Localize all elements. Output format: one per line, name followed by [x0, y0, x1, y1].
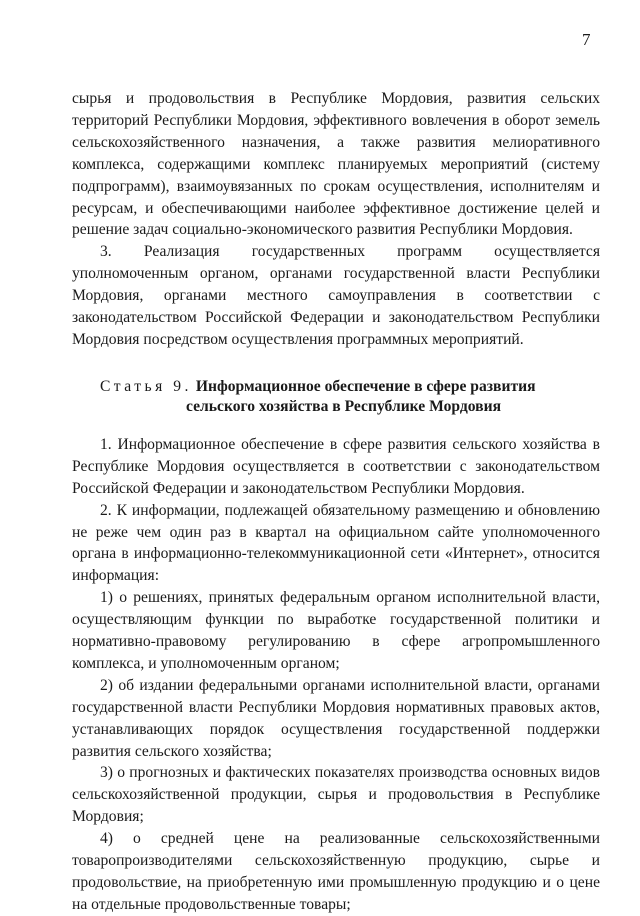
- paragraph-item-1: 1. Информационное обеспечение в сфере развития сельского хозяйства в Республике Мордовия осуществляется в соответствии с законодательством Российской Федерации и законодательством Республики Мордовия.: [72, 435, 600, 497]
- list-item-1: 1) о решениях, принятых федеральным органом исполнительной власти, осуществляющим функции по выработке государственной политики и нормативно-правовому регулированию в сфере агропромышленного комплекса, и уполномоченным органом;: [72, 589, 600, 672]
- page-number: 7: [582, 30, 591, 49]
- document-body: [72, 88, 600, 916]
- list-item-3: 3) о прогнозных и фактических показателях производства основных видов сельскохозяйственной продукции, сырья и продовольствия в Республике Мордовия;: [72, 764, 600, 826]
- article-title-line-1: Информационное обеспечение в сфере развития: [195, 377, 536, 395]
- article-heading-line-1: [72, 377, 600, 397]
- list-item-4: 4) о средней цене на реализованные сельскохозяйственными товаропроизводителями сельскохозяйственную продукцию, сырье и продовольствие, на приобретенную ими промышленную продукцию и о цене на отдельные продовольственные товары;: [72, 830, 600, 913]
- article-label: Статья 9.: [100, 377, 192, 395]
- paragraph-3: 3. Реализация государственных программ осуществляется уполномоченным органом, органами государственной власти Республики Мордовия, органами местного самоуправления в соответствии с законодательством Российской Федерации и законодательством Республики Мордовия посредством осуществления программных мероприятий.: [72, 243, 600, 348]
- list-item-2: 2) об издании федеральными органами исполнительной власти, органами государственной власти Республики Мордовия нормативных правовых актов, устанавливающих порядок осуществления государственной поддержки развития сельского хозяйства;: [72, 676, 600, 760]
- paragraph-item-2: 2. К информации, подлежащей обязательному размещению и обновлению не реже чем один раз в квартал на официальном сайте уполномоченного органа в информационно-телекоммуникационной сети «Интернет», относится информация:: [72, 501, 600, 585]
- article-title-line-2: сельского хозяйства в Республике Мордовия: [186, 397, 502, 415]
- article-heading: [72, 377, 600, 417]
- paragraph-continuation: сырья и продовольствия в Республике Мордовия, развития сельских территорий Республики Мордовия, эффективного вовлечения в оборот земель сельскохозяйственного назначения, а также развития мелиоративного комплекса, содержащими комплекс планируемых мероприятий (систему подпрограмм), взаимоувязанных по срокам осуществления, исполнителям и ресурсам, и обеспечивающими наиболее эффективное достижение целей и решение задач социально-экономического развития Республики Мордовия.: [72, 90, 600, 239]
